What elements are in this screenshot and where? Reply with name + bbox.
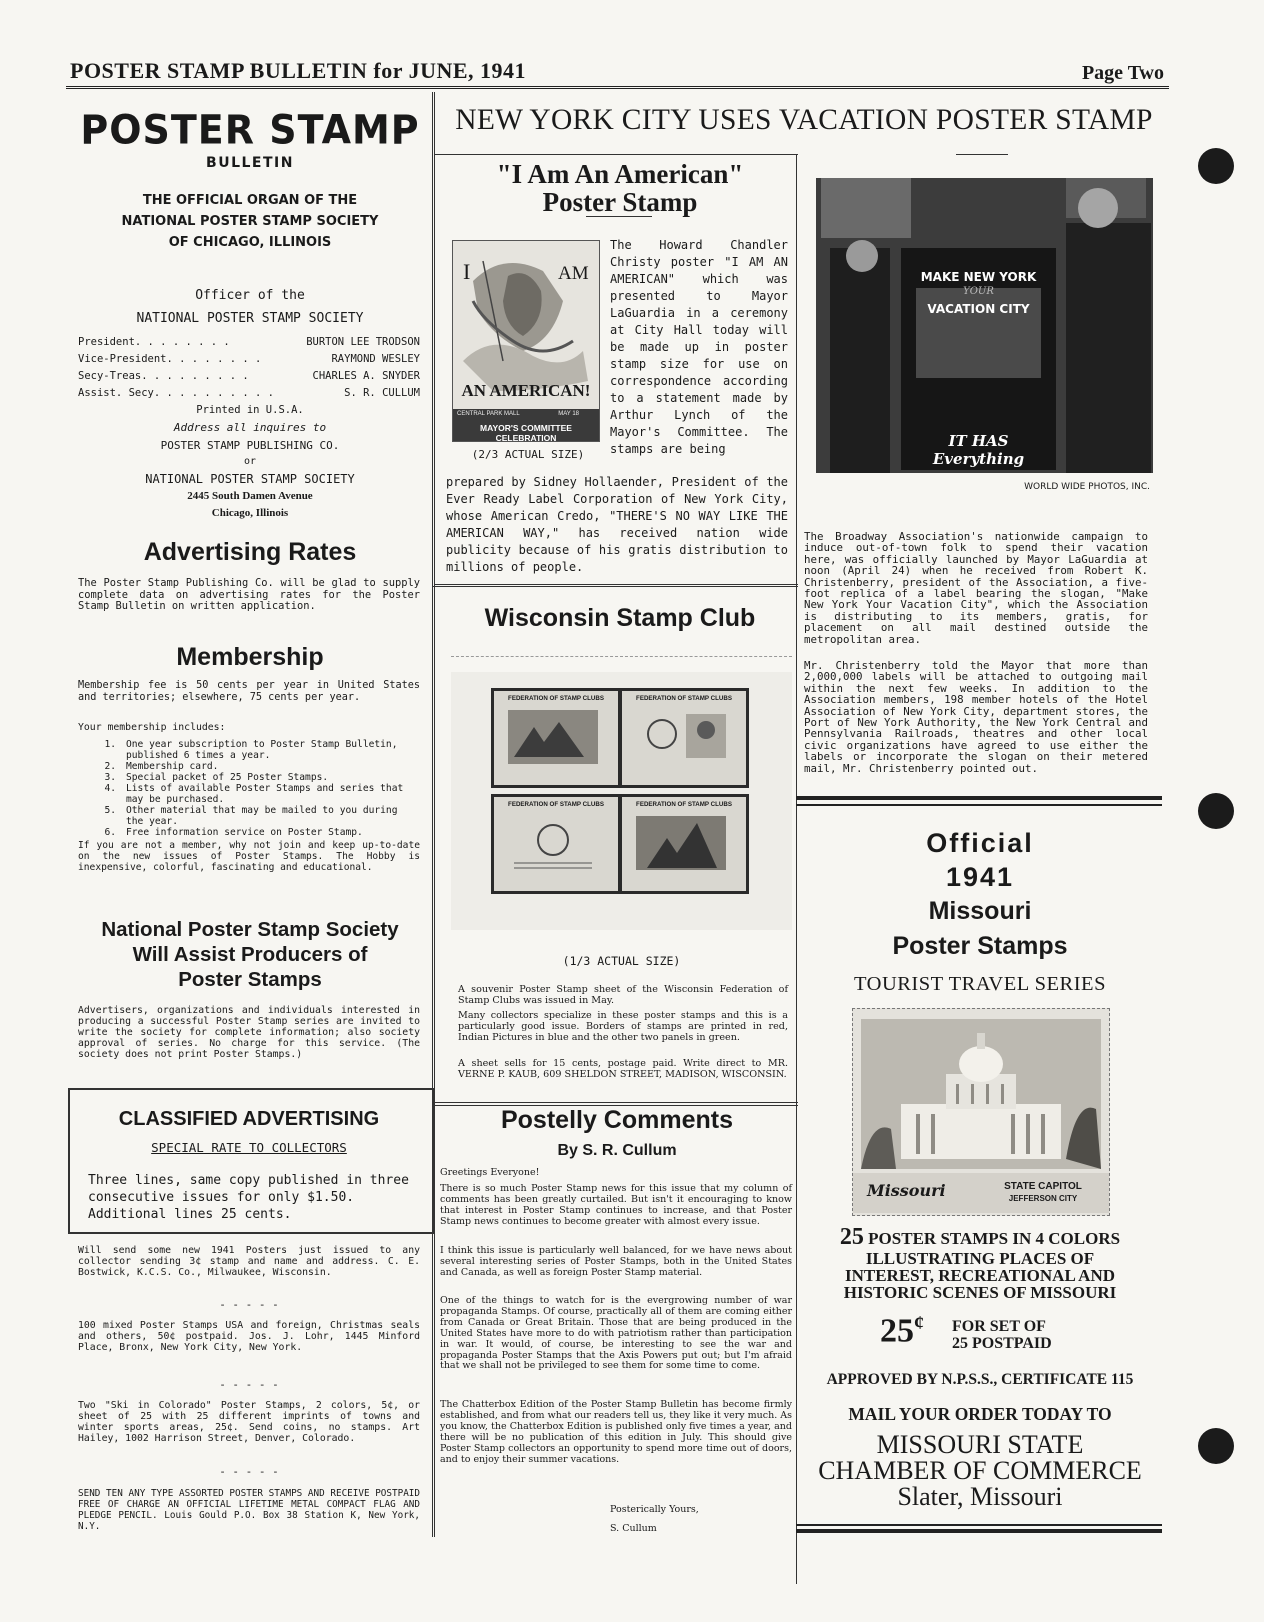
- sign-line-1: MAKE NEW YORK: [920, 270, 1037, 284]
- capitol-art: [861, 1019, 1101, 1169]
- officer-title: Secy-Treas. . . . . . . . .: [78, 370, 249, 382]
- officer-row: [78, 353, 420, 365]
- classified-ad: Will send some new 1941 Posters just issued to any collector sending 3¢ stamp and name and address. C. E. Bostwick, K.C.S. Co., Milwaukee, Wisconsin.: [78, 1245, 420, 1278]
- stamp-footer-right: MAY 18: [558, 411, 579, 417]
- list-text: Other material that may be mailed to you during the year.: [126, 805, 398, 827]
- stamp-text-i: I: [463, 259, 471, 284]
- american-caption: (2/3 ACTUAL SIZE): [471, 448, 585, 461]
- classified-ad: SEND TEN ANY TYPE ASSORTED POSTER STAMPS AND RECEIVE POSTPAID FREE OF CHARGE AN OFFICIAL LIFETIME METAL COMPACT FLAG AND PLEDGE PENCIL. Louis Gould P.O. Box 38 Station K, New York, N.Y.: [78, 1488, 420, 1532]
- officer-name: RAYMOND WESLEY: [331, 353, 420, 365]
- column-divider-left-2: [434, 92, 435, 1537]
- missouri-count-text: POSTER STAMPS IN 4 COLORS: [868, 1229, 1121, 1248]
- column-divider-left: [432, 92, 433, 1537]
- ad-separator: - - - - -: [219, 1298, 279, 1311]
- list-number: 5.: [104, 805, 116, 816]
- membership-includes: Your membership includes:: [78, 722, 226, 733]
- american-heading-line: Poster Stamp: [542, 187, 698, 217]
- postelly-greeting: Greetings Everyone!: [440, 1167, 540, 1178]
- list-text: Free information service on Poster Stamp.: [126, 827, 363, 838]
- publisher-name: POSTER STAMP PUBLISHING CO.: [160, 439, 340, 452]
- stamp-caption-2: JEFFERSON CITY: [1008, 1194, 1078, 1203]
- american-heading-line: "I Am An American": [496, 159, 744, 189]
- wisconsin-stamp: [491, 794, 621, 894]
- officer-row: [78, 370, 420, 382]
- classified-ad: Two "Ski in Colorado" Poster Stamps, 2 colors, 5¢, or sheet of 25 with 25 different imprints of towns and winter sports areas, 25¢. Send coins, no stamps. Art Hailey, 1002 Harrison Street, Denver, Colorado.: [78, 1400, 420, 1444]
- american-box-top: [434, 154, 798, 155]
- wisconsin-box-top: [432, 586, 798, 587]
- missouri-ad-bottom-rule-2: [796, 1529, 1162, 1533]
- list-text: One year subscription to Poster Stamp Bulletin, published 6 times a year.: [126, 739, 398, 761]
- american-rule: [586, 216, 652, 217]
- classified-ad: 100 mixed Poster Stamps USA and foreign, Christmas seals and others, 50¢ postpaid. Jos. J. Lohr, 1445 Minford Place, Bronx, New York City, New York.: [78, 1320, 420, 1353]
- national-heading: [76, 917, 424, 992]
- organ-line: OF CHICAGO, ILLINOIS: [168, 235, 332, 250]
- organ-line: NATIONAL POSTER STAMP SOCIETY: [121, 214, 379, 229]
- punch-hole: [1198, 1428, 1234, 1464]
- list-text: Special packet of 25 Poster Stamps.: [126, 772, 329, 783]
- missouri-org-2: CHAMBER OF COMMERCE: [818, 1456, 1142, 1485]
- page-number: Page Two: [1081, 62, 1164, 84]
- address-line: Address all inquires to: [173, 421, 327, 434]
- masthead-subtitle: BULLETIN: [206, 155, 294, 171]
- classified-subheading: SPECIAL RATE TO COLLECTORS: [151, 1140, 347, 1155]
- classified-heading: CLASSIFIED ADVERTISING: [118, 1108, 380, 1130]
- wisconsin-stamp-label: FEDERATION OF STAMP CLUBS: [636, 695, 732, 702]
- national-body: Advertisers, organizations and individuals interested in producing a successful Poster Stamp series are invited to write the society for complete information; also society approval of series. No charge for this service. (The society does not print Poster Stamps.): [78, 1005, 420, 1060]
- list-number: 3.: [104, 772, 116, 783]
- stamp-text-am: AM: [558, 263, 589, 284]
- missouri-ad-bottom-rule: [796, 1524, 1162, 1526]
- wisconsin-p2: Many collectors specialize in these poster stamps and this is a particularly good issue. Borders of stamps are printed in red, Indian Pictures in blue and the other two panels in green.: [458, 1010, 788, 1043]
- missouri-series: TOURIST TRAVEL SERIES: [854, 973, 1106, 995]
- wisconsin-stamp-label: FEDERATION OF STAMP CLUBS: [508, 695, 604, 702]
- missouri-price-line: 25 POSTPAID: [952, 1335, 1052, 1352]
- postelly-p1: There is so much Poster Stamp news for this issue that my column of comments has been greatly curtailed. But isn't it encouraging to know that interest in Poster Stamp continues to increase, and that Poster Stamp news continues to become greater with almost every issue.: [440, 1183, 792, 1227]
- postelly-signature: S. Cullum: [610, 1523, 657, 1534]
- list-number: 2.: [104, 761, 116, 772]
- american-body-side: The Howard Chandler Christy poster "I AM AN AMERICAN" which was presented to Mayor LaGuardia in a ceremony at City Hall today will be made up in poster stamp size for use on correspondence according to a statement made by Arthur Lynch of the Mayor's Committee. The stamps are being: [610, 238, 788, 456]
- national-heading-line: Will Assist Producers of: [132, 943, 368, 966]
- list-item: [78, 739, 420, 761]
- national-heading-line: Poster Stamps: [178, 968, 322, 991]
- header-rule: [66, 86, 1169, 89]
- missouri-price-line: FOR SET OF: [952, 1318, 1046, 1335]
- list-number: 6.: [104, 827, 116, 838]
- wisconsin-stamp-art: [622, 702, 740, 772]
- postelly-p3: One of the things to watch for is the evergrowing number of war propaganda Stamps. Of course, practically all of them are coming either from Canada or Great Britain. Those that are being produced in the United States have more to do with patriotism rather than participation in war. It would, of course, be interesting to see the war and propaganda Poster Stamps that the Axis Powers put out; but I'm afraid that we shall not be privileged to see them for some time to come.: [440, 1295, 792, 1372]
- wisconsin-stamp: [619, 794, 749, 894]
- list-text: Membership card.: [126, 761, 219, 772]
- missouri-org-1: MISSOURI STATE: [876, 1430, 1084, 1459]
- missouri-year: 1941: [945, 862, 1015, 892]
- wisconsin-sheet-image: [451, 672, 792, 930]
- wisconsin-stamp-art: [622, 808, 740, 878]
- ad-separator: - - - - -: [219, 1465, 279, 1478]
- officer-row: [78, 387, 420, 399]
- organ-line: THE OFFICIAL ORGAN OF THE: [142, 193, 358, 208]
- officers-society: NATIONAL POSTER STAMP SOCIETY: [136, 311, 364, 326]
- broadway-p1: The Broadway Association's nationwide campaign to induce out-of-town folk to spend their vacation here, was officially launched by Mayor LaGuardia at noon (April 24) when he received from Robert K. Christenberry, president of the Association, a five-foot replica of a label bearing the slogan, "Make New York Your Vacation City", which the Association is distributing to its members, gratis, for placement on all mail destined outside the metropolitan area.: [804, 530, 1148, 646]
- missouri-approved: APPROVED BY N.P.S.S., CERTIFICATE 115: [826, 1371, 1134, 1388]
- postelly-p2: I think this issue is particularly well balanced, for we have news about several interesting series of Poster Stamps, both in the United States and Canada, as well as foreign Poster Stamp material.: [440, 1245, 792, 1278]
- missouri-desc-line: ILLUSTRATING PLACES OF: [865, 1249, 1095, 1268]
- membership-list: [78, 739, 420, 838]
- stamp-caption-1: STATE CAPITOL: [1004, 1181, 1082, 1192]
- society-city: Chicago, Illinois: [211, 507, 289, 519]
- postelly-heading: Postelly Comments: [500, 1106, 733, 1134]
- masthead-organ: [80, 190, 420, 253]
- wisconsin-stamp: [619, 688, 749, 788]
- american-body-full: prepared by Sidney Hollaender, President of the Ever Ready Label Corporation of New York City, whose American Credo, "THERE'S NO WAY LIKE THE AMERICAN WAY," has received nation wide publicity because of his gratis distribution to millions of people.: [446, 475, 788, 574]
- wisconsin-stamp-label: FEDERATION OF STAMP CLUBS: [508, 801, 604, 808]
- officer-title: Vice-President. . . . . . . .: [78, 353, 262, 365]
- news-photo: [816, 178, 1153, 473]
- officer-title: Assist. Secy. . . . . . . . . .: [78, 387, 274, 399]
- wisconsin-p3: A sheet sells for 15 cents, postage paid. Write direct to MR. VERNE P. KAUB, 609 SHELDON STREET, MADISON, WISCONSIN.: [458, 1058, 788, 1080]
- printed-in: Printed in U.S.A.: [196, 404, 304, 416]
- american-stamp-image: [452, 240, 600, 442]
- wisconsin-stamp-art: [494, 702, 612, 772]
- missouri-stamp-image: [852, 1008, 1110, 1216]
- missouri-price-text: [952, 1318, 1052, 1352]
- wisconsin-caption: (1/3 ACTUAL SIZE): [562, 954, 681, 968]
- news-photo-art: [816, 178, 1153, 473]
- list-item: [78, 761, 420, 772]
- advertising-body: The Poster Stamp Publishing Co. will be glad to supply complete data on advertising rates for the Poster Stamp Bulletin on written application.: [78, 577, 420, 612]
- punch-hole: [1198, 793, 1234, 829]
- list-number: 1.: [104, 739, 116, 750]
- list-item: [78, 772, 420, 783]
- ad-separator: - - - - -: [219, 1378, 279, 1391]
- society-street: 2445 South Damen Avenue: [187, 490, 313, 502]
- postelly-byline: By S. R. Cullum: [557, 1142, 677, 1159]
- national-heading-line: National Poster Stamp Society: [101, 918, 399, 941]
- missouri-price: [880, 1312, 924, 1350]
- missouri-count: [796, 1224, 1164, 1251]
- advertising-heading: Advertising Rates: [143, 538, 357, 566]
- officer-name: CHARLES A. SNYDER: [312, 370, 420, 382]
- masthead-title: POSTER STAMP: [80, 106, 420, 154]
- stamp-text-american: AN AMERICAN!: [461, 381, 591, 400]
- missouri-ad-top-rule-2: [796, 804, 1162, 806]
- sign-line-2: YOUR: [963, 286, 994, 297]
- banner-rule: [956, 154, 1008, 155]
- officer-name: S. R. CULLUM: [344, 387, 420, 399]
- stamp-script-missouri: Missouri: [867, 1181, 946, 1200]
- officers-heading: Officer of the: [195, 288, 305, 303]
- wisconsin-p1: A souvenir Poster Stamp sheet of the Wisconsin Federation of Stamp Clubs was issued in May.: [458, 984, 788, 1006]
- missouri-count-number: 25: [839, 1224, 864, 1250]
- officer-title: President. . . . . . . .: [78, 336, 230, 348]
- sign-line-3: VACATION CITY: [927, 302, 1030, 316]
- list-item: [78, 783, 420, 805]
- list-text: Lists of available Poster Stamps and series that may be purchased.: [126, 783, 404, 805]
- officer-row: [78, 336, 420, 348]
- missouri-cent-sign: ¢: [914, 1312, 924, 1334]
- wisconsin-sheet-top-dashes: [451, 656, 792, 657]
- missouri-state: Missouri: [928, 897, 1032, 925]
- stamp-footer-text: MAYOR'S COMMITTEE CELEBRATION: [480, 423, 572, 442]
- missouri-desc-line: HISTORIC SCENES OF MISSOURI: [843, 1283, 1117, 1302]
- list-item: [78, 827, 420, 838]
- society-name: NATIONAL POSTER STAMP SOCIETY: [145, 472, 355, 486]
- membership-heading: Membership: [176, 643, 324, 671]
- stamp-footer-left: CENTRAL PARK MALL: [457, 411, 520, 417]
- membership-fee: Membership fee is 50 cents per year in United States and territories; elsewhere, 75 cents per year.: [78, 680, 420, 703]
- wisconsin-stamp-label: FEDERATION OF STAMP CLUBS: [636, 801, 732, 808]
- list-number: 4.: [104, 783, 116, 794]
- american-heading: [440, 160, 800, 216]
- banner-headline: NEW YORK CITY USES VACATION POSTER STAMP: [455, 104, 1153, 136]
- running-header-title: POSTER STAMP BULLETIN for JUNE, 1941: [70, 58, 527, 83]
- wisconsin-heading: Wisconsin Stamp Club: [484, 604, 756, 632]
- american-box-bottom: [434, 584, 798, 585]
- wisconsin-stamp: [491, 688, 621, 788]
- missouri-ad-top-rule: [796, 796, 1162, 800]
- missouri-price-number: 25: [880, 1312, 914, 1350]
- list-item: [78, 805, 420, 827]
- wisconsin-box-bottom: [432, 1102, 798, 1103]
- postelly-p4: The Chatterbox Edition of the Poster Stamp Bulletin has become firmly established, and from what our readers tell us, they like it very much. As you know, the Chatterbox Edition is published only five times a year, and there will be no publication of this edition in July. This should give Poster Stamp collectors an opportunity to spend more time out of doors, and to enjoy their summer vacations.: [440, 1399, 792, 1465]
- missouri-org-3: Slater, Missouri: [897, 1482, 1063, 1511]
- missouri-desc-line: INTEREST, RECREATIONAL AND: [844, 1266, 1116, 1285]
- punch-hole: [1198, 148, 1234, 184]
- or-text: or: [243, 456, 257, 467]
- classified-rates: Three lines, same copy published in three consecutive issues for only $1.50. Additional lines 25 cents.: [88, 1173, 409, 1222]
- missouri-official: Official: [926, 828, 1034, 858]
- sign-bottom: IT HAS Everything: [932, 432, 1025, 468]
- photo-credit: WORLD WIDE PHOTOS, INC.: [1024, 482, 1150, 492]
- missouri-mail: MAIL YOUR ORDER TODAY TO: [848, 1404, 1112, 1424]
- postelly-signoff: Posterically Yours,: [610, 1504, 699, 1515]
- wisconsin-stamp-art: [494, 808, 612, 878]
- missouri-poster-stamps: Poster Stamps: [892, 932, 1068, 960]
- missouri-description: [796, 1250, 1164, 1301]
- membership-closing: If you are not a member, why not join and keep up-to-date on the new issues of Poster Stamps. The Hobby is inexpensive, colorful, fascinating and educational.: [78, 840, 420, 873]
- officer-name: BURTON LEE TRODSON: [306, 336, 420, 348]
- broadway-p2: Mr. Christenberry told the Mayor that more than 2,000,000 labels will be attached to outgoing mail within the next few weeks. In addition to the Association members, 198 member hotels of the Hotel Association of New York City, department stores, the Port of New York Authority, the New York Central and Pennsylvania Railroads, theatres and other local civic organizations have agreed to use either the labels or incorporate the slogan on their metered mail, Mr. Christenberry pointed out.: [804, 659, 1148, 775]
